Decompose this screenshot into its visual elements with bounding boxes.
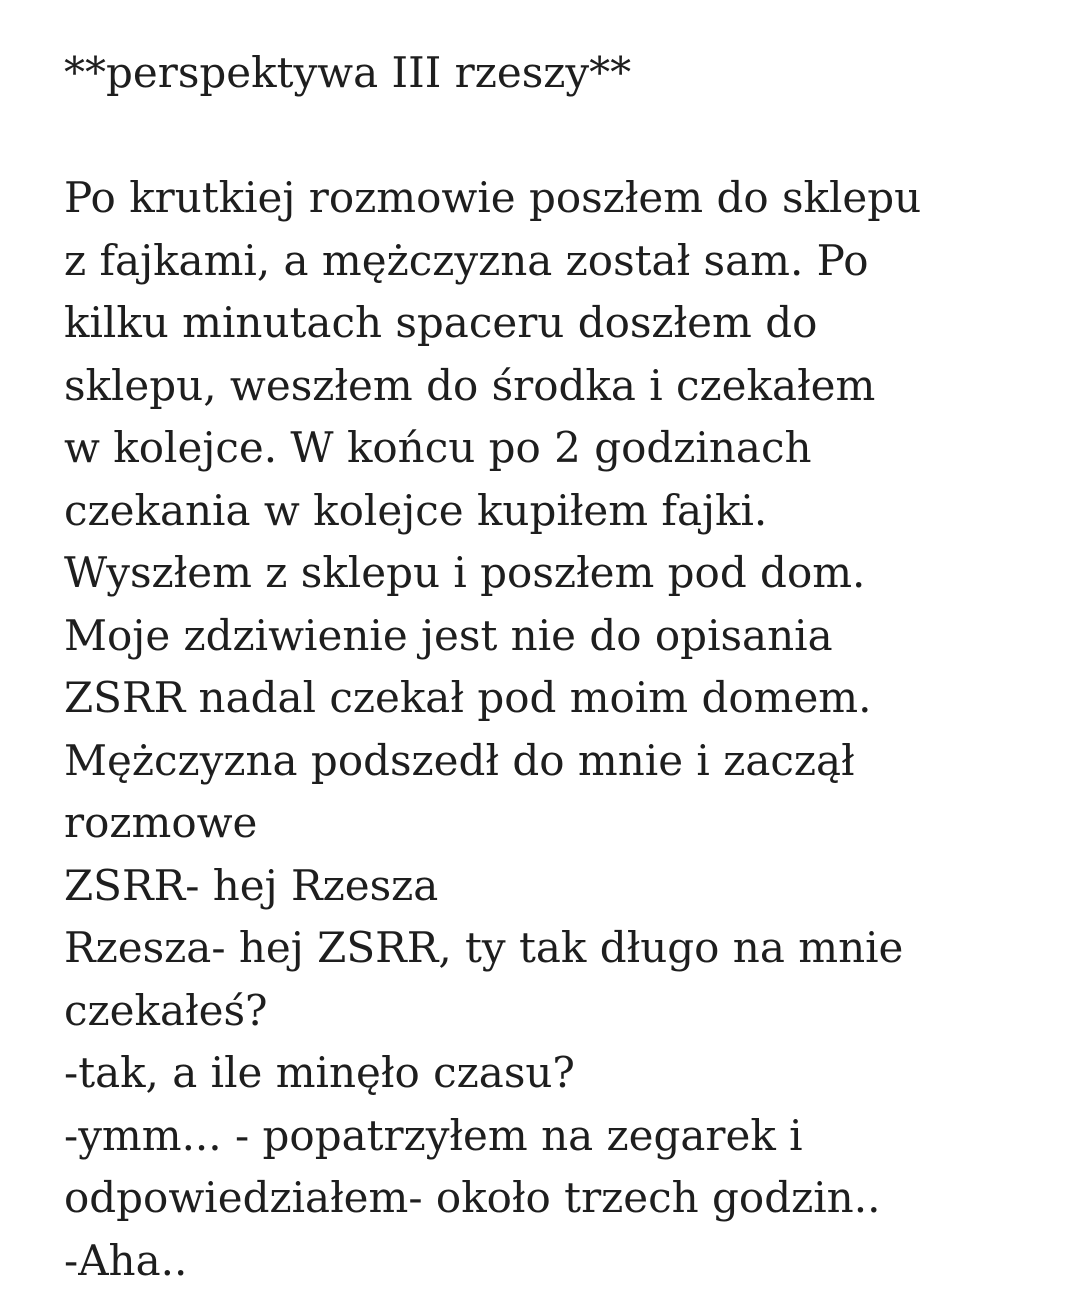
dialogue-line: -tak, a ile minęło czasu? — [64, 1048, 575, 1097]
blank-line — [64, 105, 1044, 168]
story-line: Moje zdziwienie jest nie do opisania — [64, 610, 833, 660]
story-line: w kolejce. W końcu po 2 godzinach — [64, 423, 812, 472]
story-line: sklepu, weszłem do środka i czekałem — [64, 360, 876, 410]
dialogue-line: -ymm... - popatrzyłem na zegarek i — [64, 1110, 803, 1160]
story-line: Wyszłem z sklepu i poszłem pod dom. — [64, 548, 866, 597]
dialogue-line: -Aha.. — [64, 1235, 188, 1285]
dialogue-line: odpowiedziałem- około trzech godzin.. — [64, 1173, 881, 1222]
story-line: czekania w kolejce kupiłem fajki. — [64, 485, 768, 535]
document-title: **perspektywa III rzeszy** — [64, 48, 632, 97]
story-text — [64, 42, 1044, 1292]
story-line: ZSRR nadal czekał pod moim domem. — [64, 673, 872, 722]
story-line: z fajkami, a mężczyzna został sam. Po — [64, 235, 869, 285]
story-line: Mężczyzna podszedł do mnie i zaczął — [64, 735, 855, 785]
dialogue-line: czekałeś? — [64, 985, 268, 1035]
story-line: kilku minutach spaceru doszłem do — [64, 298, 818, 347]
story-line: Po krutkiej rozmowie poszłem do sklepu — [64, 173, 922, 222]
story-line: rozmowe — [64, 798, 258, 847]
dialogue-line: Rzesza- hej ZSRR, ty tak długo na mnie — [64, 923, 904, 972]
dialogue-line: ZSRR- hej Rzesza — [64, 860, 439, 910]
